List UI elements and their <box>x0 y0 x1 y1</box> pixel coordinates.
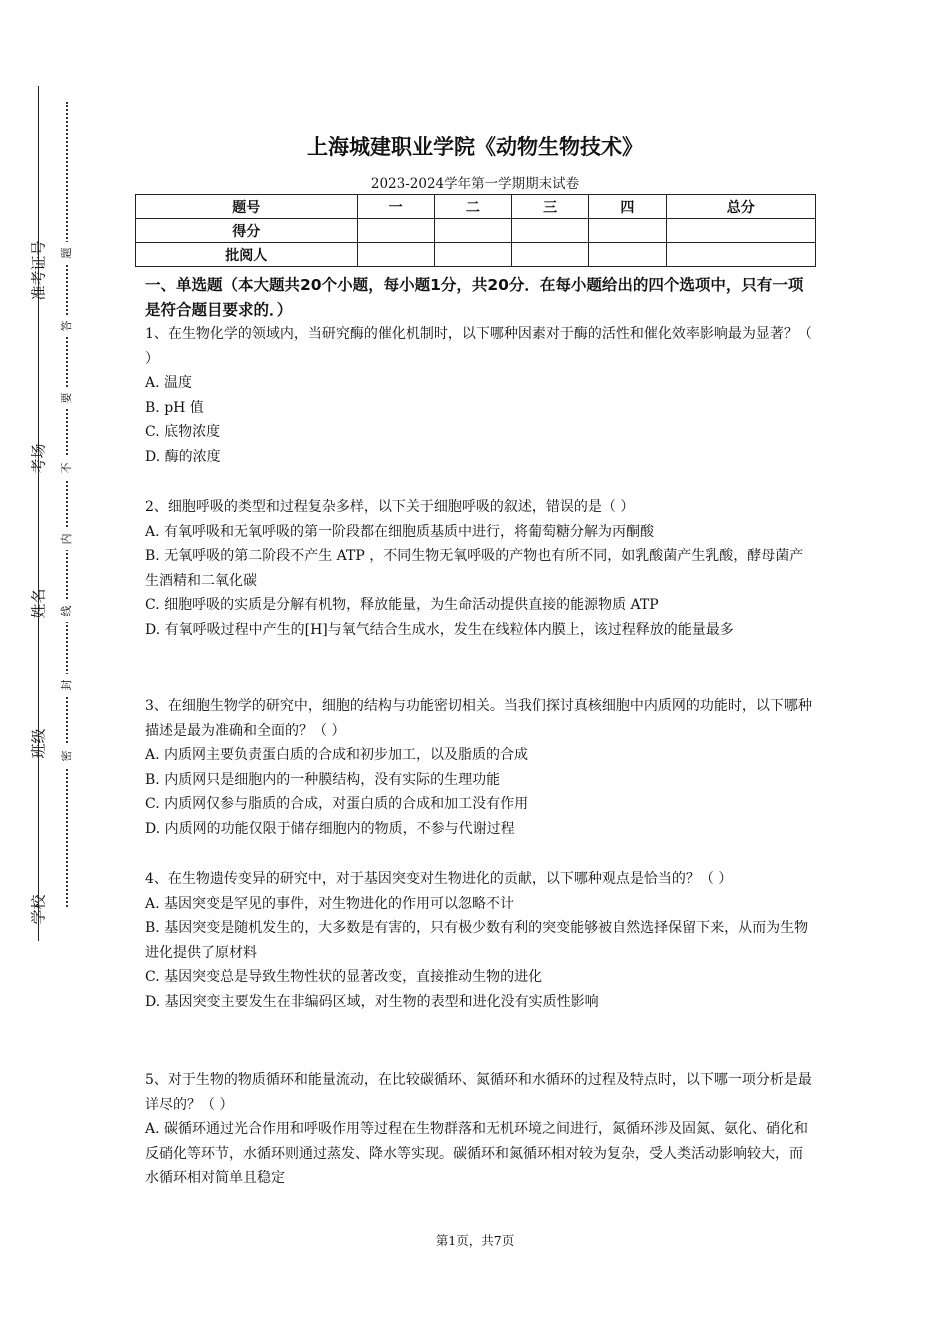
seal-word: 封 <box>59 674 75 696</box>
option: B. pH 值 <box>145 399 204 416</box>
option: D. 有氧呼吸过程中产生的[H]与氧气结合生成水，发生在线粒体内膜上，该过程释放的能量最多 <box>145 621 734 638</box>
col-header: 二 <box>434 195 511 219</box>
label-exam-number: 准考证号 <box>30 240 48 301</box>
col-header: 总分 <box>666 195 815 219</box>
question-1 <box>145 322 815 470</box>
label-exam-room: 考场 <box>30 443 48 474</box>
reviewer-cell <box>666 243 815 267</box>
option: B. 内质网只是细胞内的一种膜结构，没有实际的生理功能 <box>145 771 501 788</box>
binding-solid-line <box>38 86 39 941</box>
seal-word: 内 <box>59 528 75 550</box>
reviewer-row <box>136 243 816 267</box>
section-heading: 一、单选题（本大题共20个小题，每小题1分，共20分．在每小题给出的四个选项中，只有一项是符合题目要求的．） <box>145 276 804 319</box>
score-cell <box>357 219 434 243</box>
exam-title: 上海城建职业学院《动物生物技术》 <box>307 135 643 159</box>
seal-dotted-line <box>66 102 68 907</box>
score-cell <box>512 219 589 243</box>
option: C. 底物浓度 <box>145 424 221 441</box>
option: C. 基因突变总是导致生物性状的显著改变，直接推动生物的进化 <box>145 969 543 986</box>
option: B. 无氧呼吸的第二阶段不产生 ATP ，不同生物无氧呼吸的产物也有所不同，如乳酸菌产生乳酸，酵母菌产生酒精和二氧化碳 <box>145 548 804 589</box>
option: A. 温度 <box>145 375 193 392</box>
question-2 <box>145 495 815 643</box>
option: C. 内质网仅参与脂质的合成，对蛋白质的合成和加工没有作用 <box>145 796 529 813</box>
option: A. 基因突变是罕见的事件，对生物进化的作用可以忽略不计 <box>145 895 515 912</box>
option: A. 内质网主要负责蛋白质的合成和初步加工，以及脂质的合成 <box>145 747 529 764</box>
col-header: 三 <box>512 195 589 219</box>
seal-word: 要 <box>59 387 75 409</box>
label-school: 学校 <box>30 894 48 925</box>
option: A. 有氧呼吸和无氧呼吸的第一阶段都在细胞质基质中进行，将葡萄糖分解为丙酮酸 <box>145 523 655 540</box>
score-row <box>136 219 816 243</box>
seal-word: 密 <box>59 745 75 767</box>
option: D. 内质网的功能仅限于储存细胞内的物质，不参与代谢过程 <box>145 820 515 837</box>
label-name: 姓名 <box>30 588 48 619</box>
reviewer-cell <box>434 243 511 267</box>
option: D. 基因突变主要发生在非编码区域，对生物的表型和进化没有实质性影响 <box>145 993 599 1010</box>
seal-word: 不 <box>59 457 75 479</box>
seal-word: 线 <box>59 600 75 622</box>
label-class: 班级 <box>30 728 48 759</box>
page-footer: 第1页，共7页 <box>435 1233 515 1248</box>
question-stem: 4、在生物遗传变异的研究中，对于基因突变对生物进化的贡献，以下哪种观点是恰当的？（ ） <box>145 871 733 887</box>
question-stem: 5、对于生物的物质循环和能量流动，在比较碳循环、氮循环和水循环的过程及特点时，以下哪一项分析是最详尽的？（ ） <box>145 1072 812 1113</box>
reviewer-cell <box>357 243 434 267</box>
option: A. 碳循环通过光合作用和呼吸作用等过程在生物群落和无机环境之间进行，氮循环涉及固氮、氨化、硝化和反硝化等环节，水循环则通过蒸发、降水等实现。碳循环和氮循环相对较为复杂，受人类活动影响较大，而水循环相对简单且稳定 <box>145 1121 809 1187</box>
score-cell <box>589 219 666 243</box>
option: C. 细胞呼吸的实质是分解有机物，释放能量，为生命活动提供直接的能源物质 ATP <box>145 597 659 614</box>
question-stem: 2、细胞呼吸的类型和过程复杂多样，以下关于细胞呼吸的叙述，错误的是（ ） <box>145 499 635 515</box>
option: D. 酶的浓度 <box>145 448 221 465</box>
exam-subtitle: 2023-2024学年第一学期期末试卷 <box>370 176 580 192</box>
question-4 <box>145 867 815 1015</box>
row-header: 得分 <box>136 219 358 243</box>
reviewer-cell <box>512 243 589 267</box>
question-3 <box>145 694 815 842</box>
row-header: 批阅人 <box>136 243 358 267</box>
col-header: 四 <box>589 195 666 219</box>
score-table <box>135 194 816 267</box>
score-cell <box>666 219 815 243</box>
seal-word: 答 <box>59 315 75 337</box>
col-header: 题号 <box>136 195 358 219</box>
col-header: 一 <box>357 195 434 219</box>
seal-word: 题 <box>59 242 75 264</box>
question-5 <box>145 1068 815 1191</box>
reviewer-cell <box>589 243 666 267</box>
score-header-row <box>136 195 816 219</box>
question-stem: 1、在生物化学的领域内，当研究酶的催化机制时，以下哪种因素对于酶的活性和催化效率影响最为显著？（ ） <box>145 326 812 367</box>
question-stem: 3、在细胞生物学的研究中，细胞的结构与功能密切相关。当我们探讨真核细胞中内质网的功能时，以下哪种描述是最为准确和全面的？（ ） <box>145 698 812 739</box>
score-cell <box>434 219 511 243</box>
option: B. 基因突变是随机发生的，大多数是有害的，只有极少数有利的突变能够被自然选择保留下来，从而为生物进化提供了原材料 <box>145 920 809 961</box>
